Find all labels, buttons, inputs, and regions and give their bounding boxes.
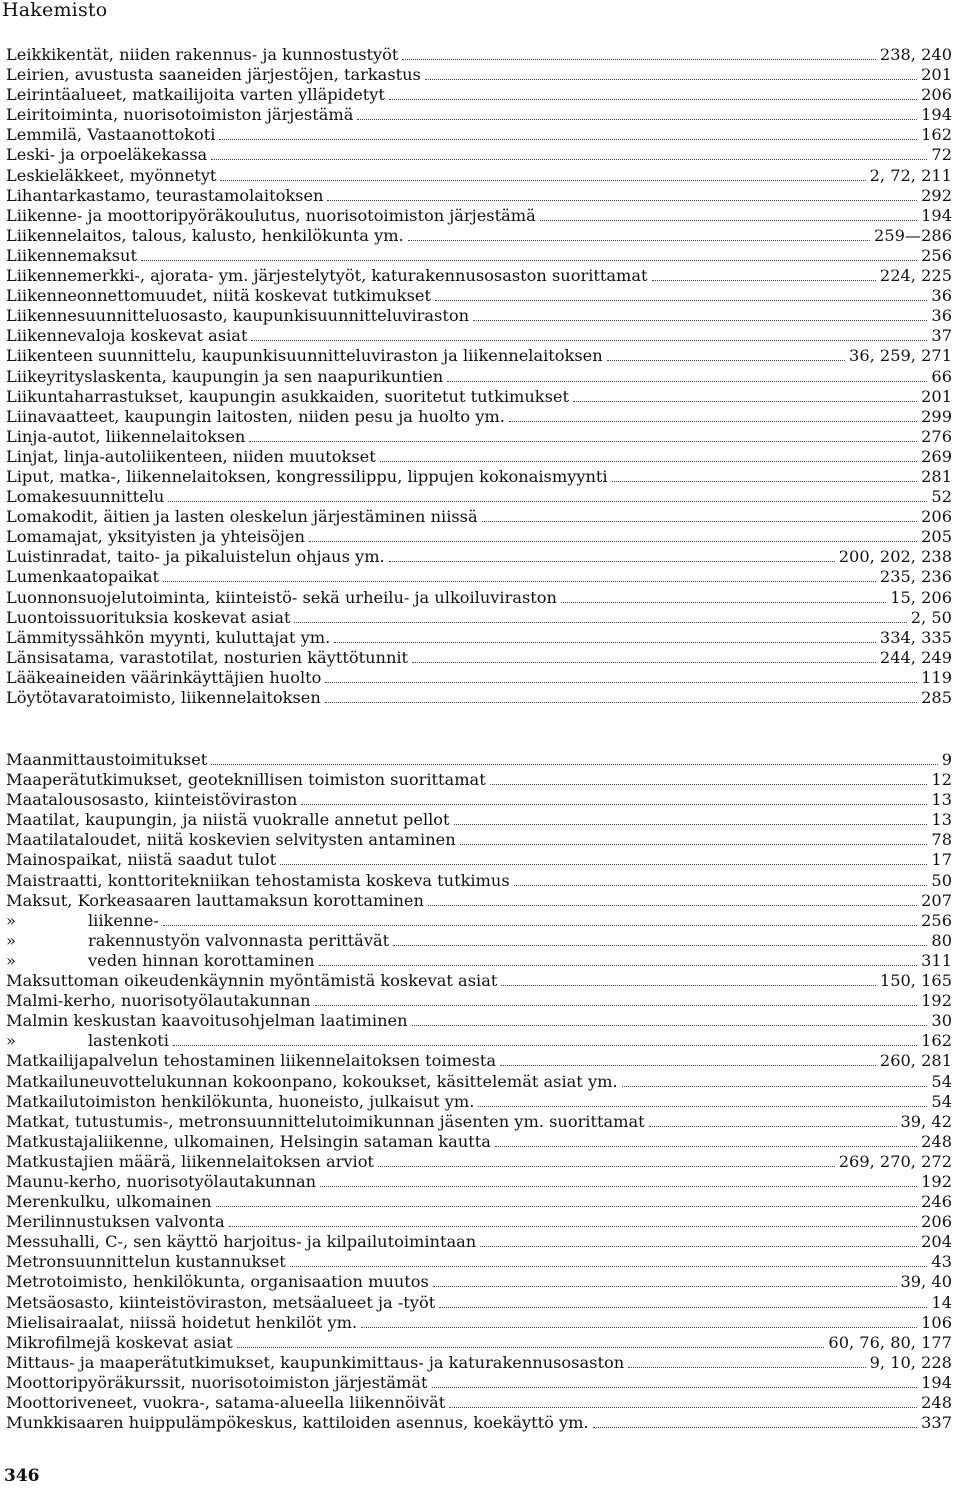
index-term: Lemmilä, Vastaanottokoti (6, 125, 216, 145)
index-entry (6, 850, 952, 870)
page-references: 54 (931, 1071, 952, 1091)
index-entry (6, 407, 952, 427)
index-term: Liikennevaloja koskevat asiat (6, 326, 248, 346)
index-term: Maanmittaustoimitukset (6, 750, 208, 769)
page-references: 285 (921, 688, 952, 707)
dot-leader (389, 99, 917, 100)
index-term: Linjat, linja-autoliikenteen, niiden muutokset (6, 446, 376, 466)
ditto-mark: » (6, 910, 16, 930)
index-term: Malmin keskustan kaavoitusohjelman laatiminen (6, 1011, 408, 1031)
index-entry (6, 286, 952, 306)
index-term: Malmi-kerho, nuorisotyölautakunnan (6, 991, 311, 1011)
dot-leader (315, 1005, 918, 1006)
dot-leader (402, 59, 875, 60)
index-term: Liikennemaksut (6, 245, 137, 265)
index-term: Liikuntaharrastukset, kaupungin asukkaiden, suoritetut tutkimukset (6, 386, 570, 406)
index-entry (6, 588, 952, 608)
index-term: Liikennelaitos, talous, kalusto, henkilökunta ym. (6, 225, 404, 245)
index-term: Matkustajaliikenne, ulkomainen, Helsingin sataman kautta (6, 1131, 491, 1151)
index-entry (6, 1393, 952, 1413)
index-term: Lääkeaineiden väärinkäyttäjien huolto (6, 667, 322, 687)
page-references: 337 (921, 1413, 952, 1433)
dot-leader (309, 541, 917, 542)
dot-leader (211, 159, 927, 160)
index-term: Matkustajien määrä, liikennelaitoksen arviot (6, 1151, 374, 1171)
dot-leader (301, 804, 927, 805)
dot-leader (163, 925, 917, 926)
dot-leader (325, 682, 917, 683)
dot-leader (173, 1045, 917, 1046)
dot-leader (473, 320, 927, 321)
index-entry (6, 1353, 952, 1373)
dot-leader (211, 764, 937, 765)
page-references: 192 (921, 991, 952, 1011)
index-term: Matkailutoimiston henkilökunta, huoneisto, julkaisut ym. (6, 1091, 475, 1111)
page-references: 43 (931, 1252, 952, 1272)
index-term: Mielisairaalat, niissä hoidetut henkilöt ym. (6, 1312, 358, 1332)
page-references: 13 (931, 790, 952, 810)
dot-leader (607, 360, 845, 361)
dot-leader (561, 602, 886, 603)
dot-leader (393, 945, 927, 946)
index-entry (6, 1413, 952, 1433)
page-references: 106 (921, 1312, 952, 1332)
index-entry (6, 891, 952, 911)
index-entry (6, 206, 952, 226)
page-references: 14 (931, 1292, 952, 1312)
index-term: Liikennesuunnitteluosasto, kaupunkisuunnitteluviraston (6, 306, 470, 326)
index-entry (6, 1031, 952, 1051)
index-entry (6, 166, 952, 186)
page-references: 2, 72, 211 (869, 165, 952, 185)
index-entry (6, 65, 952, 85)
index-entry (6, 145, 952, 165)
dot-leader (514, 885, 928, 886)
index-entry (6, 1132, 952, 1152)
index-term: Maksut, Korkeasaaren lauttamaksun korottaminen (6, 890, 424, 910)
page-references: 78 (931, 830, 952, 850)
index-term: Messuhalli, C-, sen käyttö harjoitus- ja kilpailutoimintaan (6, 1232, 477, 1252)
page-references: 207 (921, 890, 952, 910)
dot-leader (319, 965, 918, 966)
index-term: Moottoripyöräkurssit, nuorisotoimiston järjestämät (6, 1372, 428, 1392)
page-references: 269, 270, 272 (838, 1151, 952, 1171)
dot-leader (216, 1206, 917, 1207)
dot-leader (251, 340, 927, 341)
dot-leader (412, 662, 876, 663)
index-entry (6, 226, 952, 246)
dot-leader (482, 521, 917, 522)
dot-leader (439, 1307, 927, 1308)
index-term: Liput, matka-, liikennelaitoksen, kongressilippu, lippujen kokonaismyynti (6, 466, 608, 486)
page-references: 256 (921, 910, 952, 930)
page-references: 39, 40 (900, 1272, 952, 1292)
page-references: 276 (921, 426, 952, 446)
page-references: 206 (921, 1212, 952, 1232)
index-entry (6, 668, 952, 688)
index-entry (6, 1333, 952, 1353)
index-entry (6, 1373, 952, 1393)
index-term: Leskieläkkeet, myönnetyt (6, 165, 217, 185)
page-number: 346 (4, 1466, 40, 1486)
page-references: 39, 42 (900, 1111, 952, 1131)
index-entry (6, 306, 952, 326)
index-entry (6, 1011, 952, 1031)
index-term: Merilinnustuksen valvonta (6, 1212, 225, 1232)
dot-leader (432, 1387, 918, 1388)
page-title: Hakemisto (2, 0, 108, 21)
dot-leader (652, 280, 876, 281)
dot-leader (628, 1367, 865, 1368)
index-term: Lumenkaatopaikat (6, 567, 160, 587)
dot-leader (320, 1186, 917, 1187)
dot-leader (380, 461, 917, 462)
index-entry (6, 467, 952, 487)
ditto-mark: » (6, 1031, 16, 1051)
dot-leader (435, 300, 927, 301)
index-term: Luontoissuorituksia koskevat asiat (6, 607, 291, 627)
index-entry (6, 688, 952, 708)
index-entry (6, 527, 952, 547)
page-references: 194 (921, 205, 952, 225)
dot-leader (433, 1286, 897, 1287)
index-entry (6, 951, 952, 971)
index-term: Lomamajat, yksityisten ja yhteisöjen (6, 527, 305, 547)
index-term: Lämmityssähkön myynti, kuluttajat ym. (6, 627, 331, 647)
dot-leader (220, 180, 865, 181)
page-references: 206 (921, 507, 952, 527)
page-references: 299 (921, 406, 952, 426)
dot-leader (229, 1226, 917, 1227)
page-references: 60, 76, 80, 177 (828, 1332, 952, 1352)
page-references: 238, 240 (879, 45, 952, 64)
index-entry (6, 85, 952, 105)
index-entry (6, 105, 952, 125)
index-term: Leiritoiminta, nuorisotoimiston järjestämä (6, 105, 354, 125)
page-references: 162 (921, 1031, 952, 1051)
index-term: Mainospaikat, niistä saadut tulot (6, 850, 277, 870)
page-references: 50 (931, 870, 952, 890)
index-term: Merenkulku, ulkomainen (6, 1192, 212, 1212)
page-references: 80 (931, 930, 952, 950)
page-references: 150, 165 (879, 971, 952, 991)
index-term: lastenkoti (88, 1031, 169, 1051)
dot-leader (408, 240, 870, 241)
index-entry (6, 628, 952, 648)
dot-leader (501, 985, 876, 986)
dot-leader (361, 1327, 917, 1328)
page-references: 256 (921, 245, 952, 265)
index-entry (6, 770, 952, 790)
page-references: 66 (931, 366, 952, 386)
index-term: Liikenne- ja moottoripyöräkoulutus, nuorisotoimiston järjestämä (6, 205, 536, 225)
dot-leader (447, 381, 927, 382)
dot-leader (219, 139, 917, 140)
page-references: 246 (921, 1192, 952, 1212)
index-term: Liikenneonnettomuudet, niitä koskevat tutkimukset (6, 286, 431, 306)
index-term: Leirintäalueet, matkailijoita varten ylläpidetyt (6, 85, 385, 105)
index-term: Maksuttoman oikeudenkäynnin myöntämistä koskevat asiat (6, 971, 498, 991)
page-references: 292 (921, 185, 952, 205)
index-term: veden hinnan korottaminen (88, 950, 315, 970)
dot-leader (622, 1086, 928, 1087)
index-entry (6, 750, 952, 770)
dot-leader (509, 421, 917, 422)
page-references: 201 (921, 65, 952, 85)
dot-leader (163, 581, 876, 582)
dot-leader (449, 1407, 917, 1408)
page-references: 281 (921, 466, 952, 486)
dot-leader (490, 784, 928, 785)
page-references: 260, 281 (879, 1051, 952, 1071)
index-term: Matkailuneuvottelukunnan kokoonpano, kokoukset, käsittelemät asiat ym. (6, 1071, 618, 1091)
index-entry (6, 567, 952, 587)
index-term: Maatalousosasto, kiinteistöviraston (6, 790, 298, 810)
index-term: Lomakodit, äitien ja lasten oleskelun järjestäminen niissä (6, 507, 478, 527)
index-entry (6, 830, 952, 850)
dot-leader (327, 200, 917, 201)
page-references: 334, 335 (879, 627, 952, 647)
dot-leader (612, 481, 918, 482)
index-entry (6, 1232, 952, 1252)
index-term: Luistinradat, taito- ja pikaluistelun ohjaus ym. (6, 547, 385, 567)
index-entry (6, 810, 952, 830)
index-entry (6, 1172, 952, 1192)
dot-leader (334, 642, 876, 643)
index-entry (6, 507, 952, 527)
dot-leader (168, 501, 927, 502)
index-term: Metsäosasto, kiinteistöviraston, metsäalueet ja -työt (6, 1292, 436, 1312)
dot-leader (500, 1065, 876, 1066)
dot-leader (495, 1146, 917, 1147)
page-references: 248 (921, 1131, 952, 1151)
dot-leader (237, 1347, 825, 1348)
page-references: 311 (921, 950, 952, 970)
index-entry (6, 547, 952, 567)
page-references: 36 (931, 286, 952, 306)
index-term: Lomakesuunnittelu (6, 487, 165, 507)
dot-leader (460, 844, 928, 845)
index-term: Löytötavaratoimisto, liikennelaitoksen (6, 688, 321, 707)
page-references: 37 (931, 326, 952, 346)
page-references: 201 (921, 386, 952, 406)
dot-leader (425, 79, 917, 80)
page-references: 17 (931, 850, 952, 870)
page-references: 2, 50 (910, 607, 952, 627)
index-entry (6, 1252, 952, 1272)
index-term: Leikkikentät, niiden rakennus- ja kunnostustyöt (6, 45, 399, 64)
index-term: Leirien, avustusta saaneiden järjestöjen, tarkastus (6, 65, 421, 85)
index-entry (6, 1072, 952, 1092)
dot-leader (290, 1266, 928, 1267)
index-entry (6, 648, 952, 668)
page-references: 15, 206 (890, 587, 952, 607)
dot-leader (593, 1427, 917, 1428)
index-term: Mikrofilmejä koskevat asiat (6, 1332, 233, 1352)
index-entry (6, 45, 952, 65)
index-term: Metrotoimisto, henkilökunta, organisaation muutos (6, 1272, 429, 1292)
dot-leader (141, 260, 917, 261)
index-term: Liikenteen suunnittelu, kaupunkisuunnitteluviraston ja liikennelaitoksen (6, 346, 603, 366)
page-references: 224, 225 (879, 266, 952, 286)
index-term: Linja-autot, liikennelaitoksen (6, 426, 246, 446)
index-entry (6, 911, 952, 931)
index-entry (6, 931, 952, 951)
index-entry (6, 871, 952, 891)
page-references: 119 (921, 667, 952, 687)
dot-leader (480, 1246, 917, 1247)
index-term: Liikeyrityslaskenta, kaupungin ja sen naapurikuntien (6, 366, 444, 386)
index-entry (6, 1272, 952, 1292)
index-term: Matkat, tutustumis-, metronsuunnittelutoimikunnan jäsenten ym. suorittamat (6, 1111, 645, 1131)
page-references: 36, 259, 271 (849, 346, 952, 366)
index-term: Liinavaatteet, kaupungin laitosten, niiden pesu ja huolto ym. (6, 406, 505, 426)
index-entry (6, 487, 952, 507)
index-term: Maunu-kerho, nuorisotyölautakunnan (6, 1171, 317, 1191)
index-term: Maistraatti, konttoritekniikan tehostamista koskeva tutkimus (6, 870, 510, 890)
index-entry (6, 186, 952, 206)
index-entry (6, 1212, 952, 1232)
index-entry (6, 1051, 952, 1071)
index-entry (6, 427, 952, 447)
page-references: 9 (941, 750, 952, 769)
index-entry (6, 346, 952, 366)
index-term: Länsisatama, varastotilat, nosturien käyttötunnit (6, 647, 409, 667)
dot-leader (280, 864, 927, 865)
index-entry (6, 246, 952, 266)
index-entry (6, 266, 952, 286)
page-references: 36 (931, 306, 952, 326)
dot-leader (573, 401, 917, 402)
index-entry (6, 1192, 952, 1212)
index-entry (6, 326, 952, 346)
page-references: 162 (921, 125, 952, 145)
dot-leader (294, 622, 906, 623)
index-entry (6, 387, 952, 407)
page-references: 54 (931, 1091, 952, 1111)
index-term: Lihantarkastamo, teurastamolaitoksen (6, 185, 324, 205)
page-references: 72 (931, 145, 952, 165)
dot-leader (478, 1106, 927, 1107)
index-term: Munkkisaaren huippulämpökeskus, kattiloiden asennus, koekäyttö ym. (6, 1413, 589, 1433)
page-references: 52 (931, 487, 952, 507)
page-references: 244, 249 (879, 647, 952, 667)
index-term: Leski- ja orpoeläkekassa (6, 145, 208, 165)
index-term: Moottoriveneet, vuokra-, satama-alueella liikennöivät (6, 1393, 446, 1412)
dot-leader (649, 1126, 897, 1127)
page-references: 30 (931, 1011, 952, 1031)
index-entry (6, 367, 952, 387)
index-term: rakennustyön valvonnasta perittävät (88, 930, 390, 950)
index-entry (6, 991, 952, 1011)
page-references: 12 (931, 770, 952, 790)
index-term: Maatilat, kaupungin, ja niistä vuokralle annetut pellot (6, 810, 450, 830)
index-entry (6, 1313, 952, 1333)
page-references: 9, 10, 228 (869, 1352, 952, 1372)
index-term: Liikennemerkki-, ajorata- ym. järjestelytyöt, katurakennusosaston suorittamat (6, 266, 648, 286)
ditto-mark: » (6, 950, 16, 970)
page-references: 200, 202, 238 (838, 547, 952, 567)
page-references: 235, 236 (879, 567, 952, 587)
index-entry (6, 608, 952, 628)
index-section-l (6, 45, 952, 708)
index-entry (6, 1112, 952, 1132)
page-references: 13 (931, 810, 952, 830)
index-term: Matkailijapalvelun tehostaminen liikennelaitoksen toimesta (6, 1051, 496, 1071)
index-entry (6, 447, 952, 467)
dot-leader (540, 220, 917, 221)
index-entry (6, 971, 952, 991)
page-references: 194 (921, 105, 952, 125)
page-header (0, 0, 960, 26)
index-term: Luonnonsuojelutoiminta, kiinteistö- sekä urheilu- ja ulkoiluviraston (6, 587, 557, 607)
page-references: 204 (921, 1232, 952, 1252)
index-term: Mittaus- ja maaperätutkimukset, kaupunkimittaus- ja katurakennusosaston (6, 1352, 625, 1372)
index-section-m (6, 750, 952, 1433)
index-term: Metronsuunnittelun kustannukset (6, 1252, 286, 1272)
index-entry (6, 790, 952, 810)
index-entry (6, 1152, 952, 1172)
dot-leader (412, 1025, 928, 1026)
dot-leader (378, 1166, 835, 1167)
page-references: 259—286 (874, 225, 952, 245)
index-entry (6, 1293, 952, 1313)
dot-leader (389, 561, 835, 562)
dot-leader (428, 905, 917, 906)
page-references: 248 (921, 1393, 952, 1412)
dot-leader (249, 441, 917, 442)
index-term: Maatilataloudet, niitä koskevien selvitysten antaminen (6, 830, 456, 850)
page-references: 206 (921, 85, 952, 105)
index-term: liikenne- (88, 910, 159, 930)
ditto-mark: » (6, 930, 16, 950)
page-references: 194 (921, 1372, 952, 1392)
index-term: Maaperätutkimukset, geoteknillisen toimiston suorittamat (6, 770, 486, 790)
dot-leader (454, 824, 928, 825)
dot-leader (325, 702, 917, 703)
page-references: 205 (921, 527, 952, 547)
dot-leader (357, 119, 917, 120)
index-entry (6, 125, 952, 145)
index-entry (6, 1092, 952, 1112)
page-references: 269 (921, 446, 952, 466)
page-references: 192 (921, 1171, 952, 1191)
